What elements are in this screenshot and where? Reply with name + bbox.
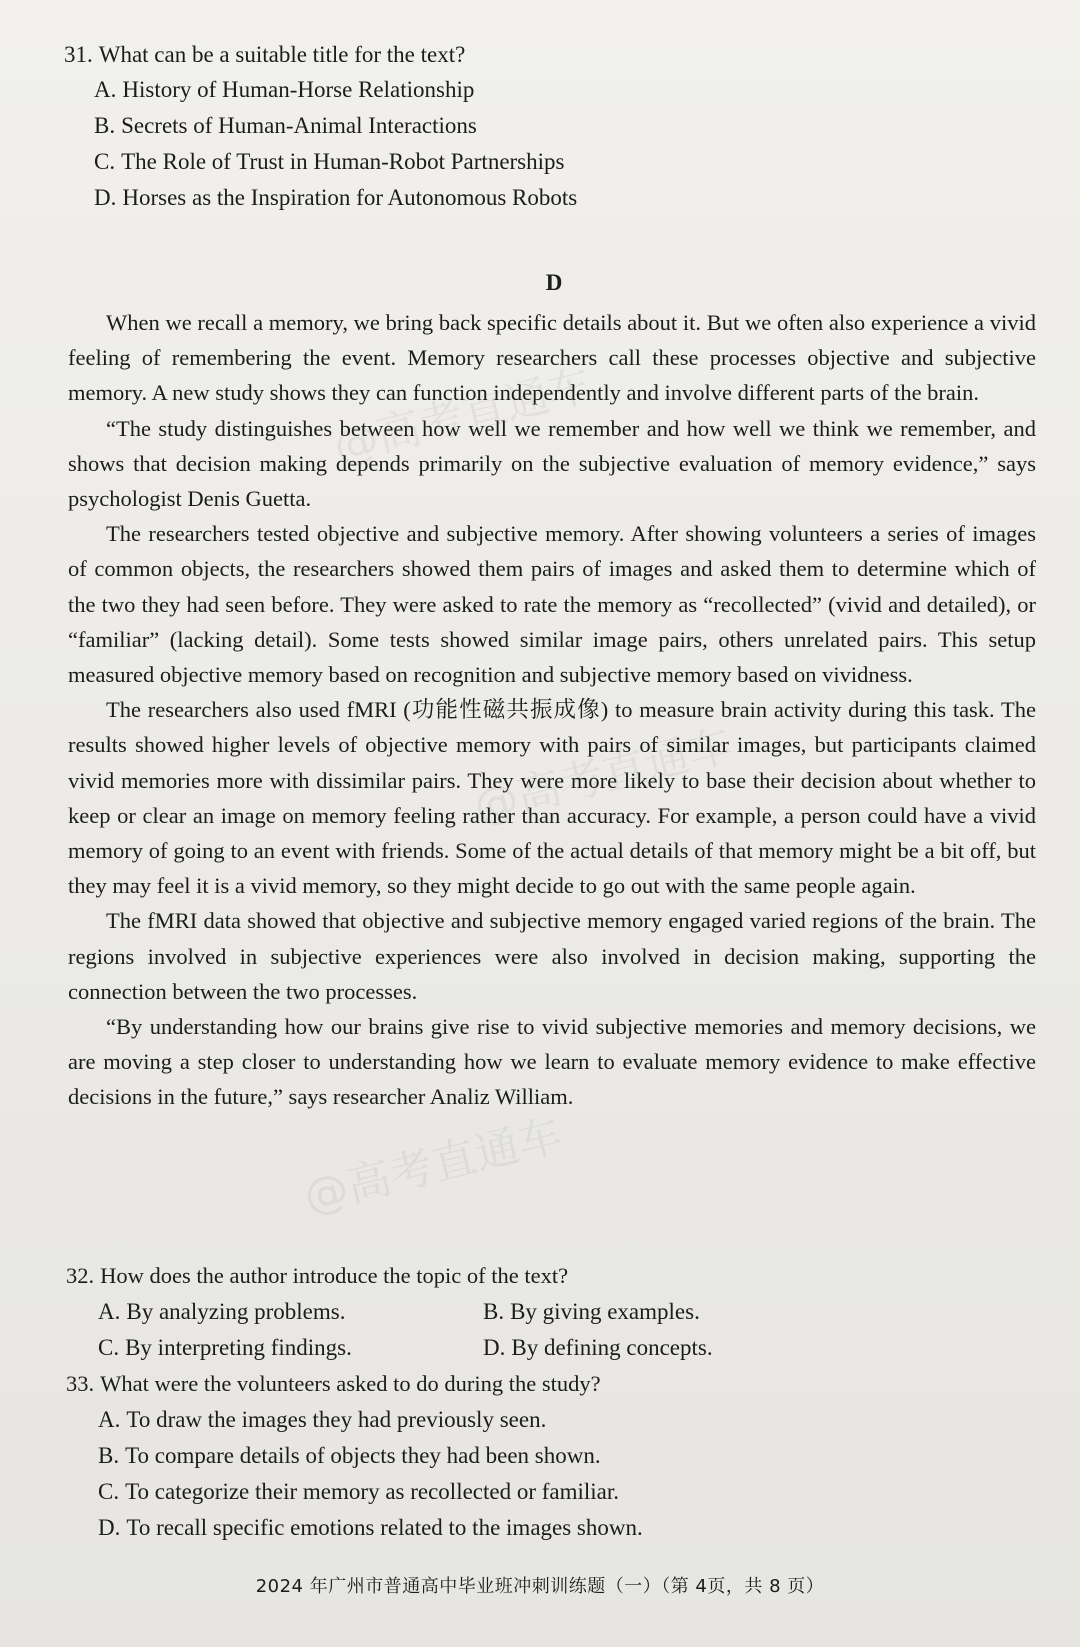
option-text: To categorize their memory as recollected or familiar. (125, 1479, 620, 1504)
option-label: B. (94, 113, 116, 138)
option-a (98, 1294, 483, 1330)
option-text: The Role of Trust in Human-Robot Partnerships (121, 149, 565, 174)
option-d (483, 1330, 883, 1366)
paragraph: When we recall a memory, we bring back specific details about it. But we often also experience a vivid feeling of remembering the event. Memory researchers call these processes objective and subjective memory. A new study shows they can function independently and involve different parts of the brain. (68, 310, 1036, 406)
question-33 (66, 1366, 1026, 1546)
option-b (66, 1438, 1026, 1474)
options-grid (66, 1294, 1026, 1366)
option-label: B. (98, 1443, 120, 1468)
option-label: A. (94, 77, 117, 102)
option-text: By interpreting findings. (125, 1335, 352, 1360)
question-number: 32. (66, 1263, 95, 1288)
option-text: To draw the images they had previously seen. (126, 1407, 547, 1432)
option-c (66, 1474, 1026, 1510)
watermark: @高考直通车 (328, 359, 598, 474)
question-31 (64, 38, 684, 216)
watermark: @高考直通车 (468, 719, 738, 834)
paragraph: “The study distinguishes between how well we remember and how well we think we remember, and shows that decision making depends primarily on the subjective evaluation of memory evidence,” says psychologist Denis Guetta. (68, 415, 1036, 512)
option-label: C. (98, 1479, 120, 1504)
option-d (66, 1510, 1026, 1546)
option-text: By defining concepts. (511, 1335, 713, 1360)
option-label: C. (94, 149, 116, 174)
option-text: By analyzing problems. (126, 1299, 346, 1324)
paragraph: The researchers tested objective and subjective memory. After showing volunteers a series of images of common objects, the researchers showed them pairs of images and asked them to determine which of the two they had seen before. They were asked to rate the memory as “recollected” (vivid and detailed), or “familiar” (lacking detail). Some tests showed similar image pairs, others unrelated pairs. This setup measured objective memory based on recognition and subjective memory based on vividness. (68, 521, 1036, 688)
option-text: Secrets of Human-Animal Interactions (121, 113, 477, 138)
question-stem (66, 1366, 1026, 1402)
option-c (98, 1330, 483, 1366)
option-b (64, 108, 684, 144)
option-text: History of Human-Horse Relationship (122, 77, 475, 102)
option-b (483, 1294, 883, 1330)
page-footer: 2024 年广州市普通高中毕业班冲刺训练题（一）（第 4页，共 8 页） (255, 1576, 825, 1597)
section-heading: D (545, 270, 563, 295)
option-d (64, 180, 684, 216)
option-c (64, 144, 684, 180)
option-text: To recall specific emotions related to the images shown. (126, 1515, 643, 1540)
option-label: A. (98, 1407, 121, 1432)
question-block (66, 1258, 1026, 1546)
option-label: A. (98, 1299, 121, 1324)
option-text: To compare details of objects they had been shown. (125, 1443, 601, 1468)
option-label: D. (98, 1515, 121, 1540)
option-text: Horses as the Inspiration for Autonomous Robots (122, 185, 578, 210)
option-a (66, 1402, 1026, 1438)
watermark: @高考直通车 (298, 1109, 568, 1224)
options-list (66, 1402, 1026, 1546)
paragraph: The researchers also used fMRI (功能性磁共振成像) to measure brain activity during this task. The results showed higher levels of objective memory with pairs of similar images, but participants claimed vivid memories more with dissimilar pairs. They were more likely to base their decision about whether to keep or clear an image on memory feeling rather than accuracy. For example, a person could have a vivid memory of going to an event with friends. Some of the actual details of that memory might be a bit off, but they may feel it is a vivid memory, so they might decide to go out with the same people again. (68, 697, 1036, 899)
question-32 (66, 1258, 1026, 1366)
option-label: D. (94, 185, 117, 210)
question-stem (66, 1258, 1026, 1294)
option-text: By giving examples. (510, 1299, 700, 1324)
option-label: D. (483, 1335, 506, 1360)
question-number: 31. (64, 42, 93, 67)
paragraph: The fMRI data showed that objective and subjective memory engaged varied regions of the brain. The regions involved in subjective experiences were also involved in decision making, supporting the connection between the two processes. (68, 908, 1036, 1004)
question-text: What can be a suitable title for the text? (98, 42, 466, 67)
question-text: What were the volunteers asked to do during the study? (100, 1371, 601, 1396)
question-number: 33. (66, 1371, 95, 1396)
paragraph: “By understanding how our brains give rise to vivid subjective memories and memory decisions, we are moving a step closer to understanding how we learn to evaluate memory evidence to make effective decisions in the future,” says researcher Analiz William. (68, 1014, 1036, 1110)
question-text: How does the author introduce the topic of the text? (100, 1263, 569, 1288)
reading-passage (68, 305, 1036, 1115)
question-stem (64, 38, 684, 72)
option-a (64, 72, 684, 108)
option-label: B. (483, 1299, 505, 1324)
option-label: C. (98, 1335, 120, 1360)
